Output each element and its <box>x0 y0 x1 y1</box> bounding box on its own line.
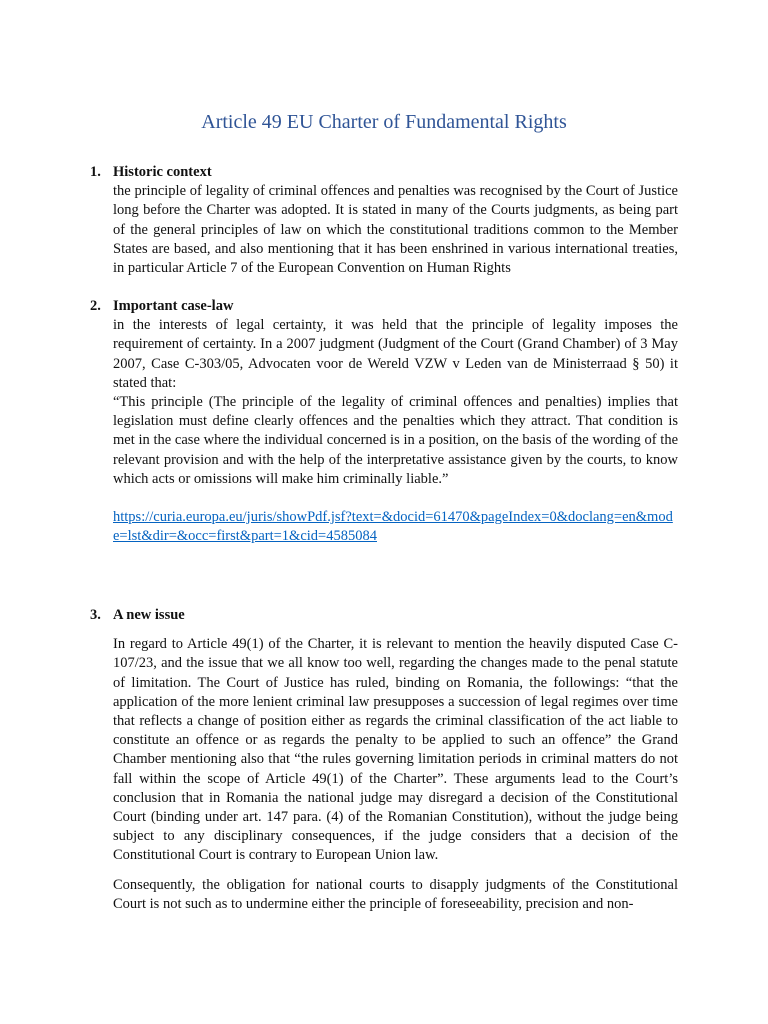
section-heading: Historic context <box>113 164 212 180</box>
section-heading: A new issue <box>113 607 185 623</box>
section-heading: Important case-law <box>113 298 234 314</box>
section-historic-context <box>90 163 678 278</box>
case-law-quote: “This principle (The principle of the legality of criminal offences and penalties) implies that legislation must define clearly offences and the penalties which they attract. That condition is met in the case where the individual concerned is in a position, on the basis of the wording of the relevant provision and with the help of the interpretative assistance given by the courts, to know which acts or omissions will make him criminally liable.” <box>113 394 678 487</box>
section-important-case-law <box>90 297 678 546</box>
curia-judgment-link[interactable]: https://curia.europa.eu/juris/showPdf.jsf?text=&docid=61470&pageIndex=0&doclang=en&mode=lst&dir=&occ=first&part=1&cid=4585084 <box>113 509 673 545</box>
document-title: Article 49 EU Charter of Fundamental Rights <box>201 111 567 133</box>
section-paragraph: In regard to Article 49(1) of the Charter, it is relevant to mention the heavily disputed Case C-107/23, and the issue that we all know too well, regarding the changes made to the penal statute of limitation. The Court of Justice has ruled, binding on Romania, the followings: “that the application of the more lenient criminal law presupposes a succession of legal regimes over time that reflects a change of position either as regards the criminal classification of the act liable to constitute an offence or as regards the penalty to be applied to such an offence” the Grand Chamber mentioning also that “the rules governing limitation periods in criminal matters do not fall within the scope of Article 49(1) of the Charter”. These arguments lead to the Court’s conclusion that in Romania the national judge may disregard a decision of the Constitutional Court (binding under art. 147 para. (4) of the Romanian Constitution), without the judge being subject to any disciplinary consequences, if the judge considers that a decision of the Constitutional Court is contrary to European Union law. <box>113 636 678 864</box>
section-number: 1. <box>90 164 101 180</box>
section-paragraph: Consequently, the obligation for national courts to disapply judgments of the Constitutional Court is not such as to undermine either the principle of foreseeability, precision and non- <box>113 876 678 912</box>
section-number: 3. <box>90 607 101 623</box>
section-number: 2. <box>90 298 101 314</box>
section-paragraph: in the interests of legal certainty, it was held that the principle of legality imposes the requirement of certainty. In a 2007 judgment (Judgment of the Court (Grand Chamber) of 3 May 2007, Case C-303/05, Advocaten voor de Wereld VZW v Leden van de Ministerraad § 50) it stated that: <box>113 317 678 391</box>
section-paragraph: the principle of legality of criminal offences and penalties was recognised by the Court of Justice long before the Charter was adopted. It is stated in many of the Courts judgments, as being part of the general principles of law on which the constitutional traditions common to the Member States are based, and also mentioning that it has been enshrined in various international treaties, in particular Article 7 of the European Convention on Human Rights <box>113 183 678 277</box>
section-a-new-issue <box>90 606 678 914</box>
